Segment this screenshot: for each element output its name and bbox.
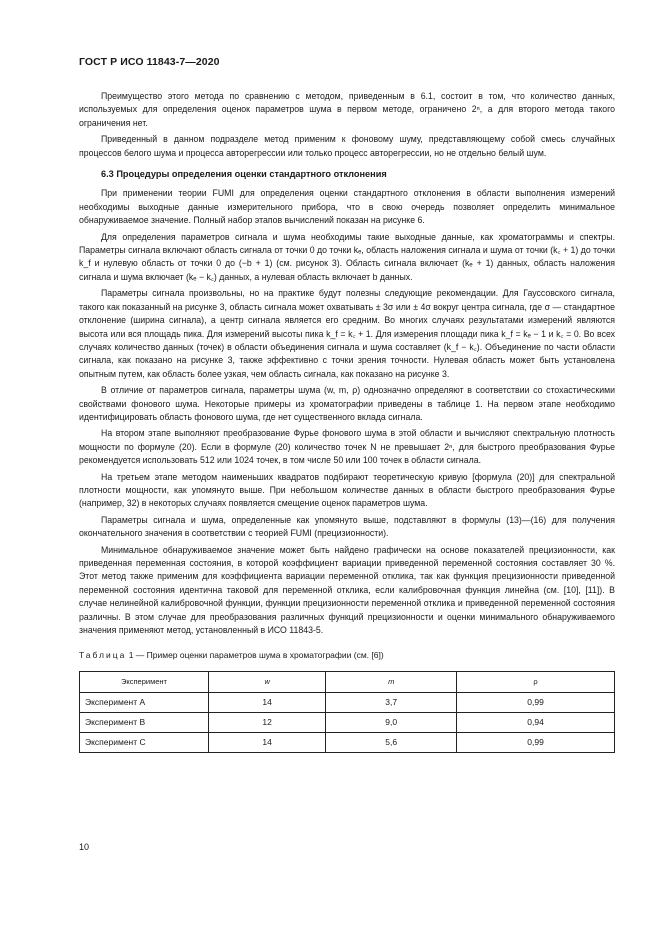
cell-m: 5,6 <box>326 732 457 752</box>
table-row <box>80 712 615 732</box>
cell-rho: 0,99 <box>457 732 615 752</box>
table-caption-text: 1 — Пример оценки параметров шума в хроматографии (см. [6]) <box>128 650 384 661</box>
paragraph-least-squares: На третьем этапе методом наименьших квадратов подбирают теоретическую кривую [формула (20)] для спектральной плотности мощности, как упомянуто выше. При небольшом количестве данных в области быстрого преобразования Фурье (например, 32) в некоторых случаях появляется смещение оценок параметров шума. <box>79 471 615 509</box>
cell-rho: 0,94 <box>457 712 615 732</box>
paragraph-fumi: При применении теории FUMI для определения оценки стандартного отклонения в области выполнения измерений необходимы выходные данные измерительного прибора, что в свою очередь позволяет определить минимальное обнаруживаемое значение. Полный набор этапов вычислений показан на рисунке 6. <box>79 188 615 226</box>
table-caption <box>79 649 615 662</box>
cell-w: 14 <box>209 692 326 712</box>
paragraph-recommendations: Параметры сигнала произвольны, но на практике будут полезны следующие рекомендации. Для Гауссовского сигнала, такого как показанный на рисунке 3, область сигнала может охватывать ± 3σ или ± 4σ вокруг центра сигнала, где σ — стандартное отклонение (ширина сигнала), а центр сигнала является его средним. Во многих случаях результатами измерений являются высота или вся площадь пика. Для измерений высоты пика k_f = k꜀ + 1. Для измерения площади пика k_f = kₑ − 1 и k꜀ = 0. Во всех случаях количество данных (точек) в области объединения сигнала и шума составляет (k_f − k꜀). Объединение по части области сигнала, как показано на рисунке 3, также эффективно с точки зрения точности. Нулевая область может быть установлена опытным путем, как область более узкая, чем область сигнала, как показано на рисунке 3. <box>79 288 615 379</box>
noise-parameters-table <box>79 671 615 753</box>
document-body <box>79 90 615 753</box>
cell-experiment: Эксперимент C <box>80 732 209 752</box>
header-w: w <box>209 671 326 692</box>
cell-m: 9,0 <box>326 712 457 732</box>
paragraph-fourier: На втором этапе выполняют преобразование Фурье фонового шума в этой области и вычисляют спектральную плотность мощности по формуле (20). Если в формуле (20) количество точек N не превышает 2ⁿ, для быстрого преобразования Фурье рекомендуется использовать 512 или 1024 точек, в том числе 50 или 100 точек в области сигнала. <box>79 428 615 466</box>
cell-rho: 0,99 <box>457 692 615 712</box>
cell-experiment: Эксперимент B <box>80 712 209 732</box>
paragraph-applicability: Приведенный в данном подразделе метод применим к фоновому шуму, представляющему собой смесь случайных процессов белого шума и процесса авторегрессии или только процесс авторегрессии, но не отдельно белый шум. <box>79 134 615 158</box>
cell-w: 12 <box>209 712 326 732</box>
cell-experiment: Эксперимент A <box>80 692 209 712</box>
paragraph-advantage: Преимущество этого метода по сравнению с методом, приведенным в 6.1, состоит в том, что количество данных, используемых для определения оценок параметров шума в первом методе, ограничено 2ⁿ, а для второго метода такого ограничения нет. <box>79 91 615 128</box>
paragraph-signal-params: Для определения параметров сигнала и шума необходимы такие выходные данные, как хроматограммы и спектры. Параметры сигнала включают область сигнала от точки 0 до точки kₑ, область наложения сигнала и шума от точки (k꜀ + 1) до точки k_f и нулевую область от точки 0 до (−b + 1) (см. рисунок 3). Область сигнала включает (kₑ + 1) данных, область наложения сигнала и шума включает (kₑ − k꜀) данных, а нулевая область включает b данных. <box>79 231 615 282</box>
cell-w: 14 <box>209 732 326 752</box>
section-title: 6.3 Процедуры определения оценки стандартного отклонения <box>101 169 387 180</box>
table-row <box>80 692 615 712</box>
header-experiment: Эксперимент <box>80 671 209 692</box>
header-m: m <box>326 671 457 692</box>
page-number: 10 <box>79 842 90 852</box>
header-rho: ρ <box>457 671 615 692</box>
document-header: ГОСТ Р ИСО 11843-7—2020 <box>79 56 220 68</box>
table-header-row <box>80 671 615 692</box>
paragraph-noise-params: В отличие от параметров сигнала, параметры шума (w, m, ρ) однозначно определяют в соответствии со стохастическими свойствами фонового шума. Некоторые примеры из хроматографии приведены в таблице 1. На первом этапе необходимо идентифицировать область фонового шума, где нет существенного вклада сигнала. <box>79 385 615 422</box>
paragraph-substitution: Параметры сигнала и шума, определенные как упомянуто выше, подставляют в формулы (13)—(16) для получения окончательного значения в соответствии с теорией FUMI (прецизионности). <box>79 514 615 539</box>
paragraph-min-detectable: Минимальное обнаруживаемое значение может быть найдено графически на основе показателей прецизионности, как приведенная переменная состояния, в которой коэффициент вариации приведенной переменной состояния составляет 30 %. Этот метод также применим для коэффициента вариации переменной отклика, так как функция прецизионности приведенной переменной состояния идентична таковой для переменной отклика, если калибровочная функция линейна (см. [10], [11]). В случае нелинейной калибровочной функции, функции прецизионности переменной отклика и приведенной переменной состояния различны. В этом случае для преобразования различных функций прецизионности и оценки минимального обнаруживаемого значения применяют метод, установленный в ИСО 11843-5. <box>79 544 615 636</box>
table-caption-prefix: Таблица <box>79 650 127 661</box>
table-row <box>80 732 615 752</box>
cell-m: 3,7 <box>326 692 457 712</box>
